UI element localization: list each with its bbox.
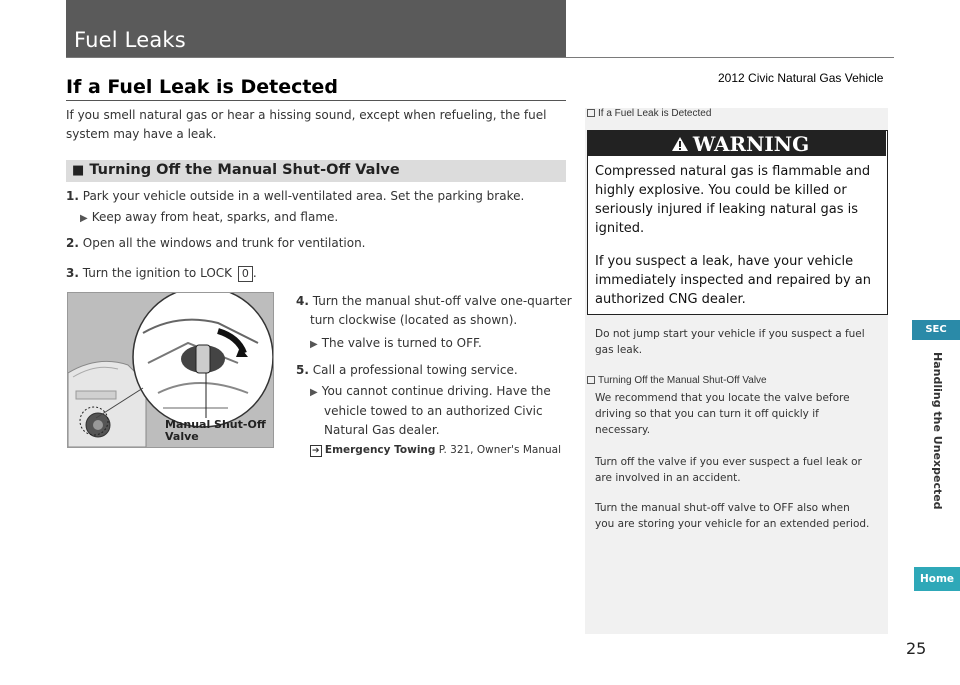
- header-rule: [66, 57, 894, 58]
- black-square-icon: ■: [72, 163, 85, 178]
- sidebar-heading: [587, 108, 711, 119]
- warning-title: [640, 132, 840, 156]
- step-subtext: Natural Gas dealer.: [324, 423, 440, 437]
- triangle-right-icon: ▶: [310, 387, 318, 398]
- emergency-towing-link[interactable]: [310, 444, 561, 456]
- section-name-vertical: [930, 352, 944, 510]
- step-text: Open all the windows and trunk for ventilation.: [82, 236, 366, 250]
- step-5-sub: [310, 382, 551, 440]
- warning-paragraph-1: [595, 162, 870, 238]
- section-rule: [66, 100, 566, 101]
- subheading-text: Turning Off the Manual Shut-Off Valve: [89, 162, 400, 178]
- warning-line: ignited.: [595, 221, 645, 236]
- step-text: Turn the ignition to LOCK: [82, 266, 233, 280]
- note-line: you are storing your vehicle for an extended period.: [595, 518, 870, 530]
- square-bullet-icon: [587, 109, 595, 117]
- warning-line: authorized CNG dealer.: [595, 292, 746, 307]
- sidebar-heading-text: Turning Off the Manual Shut-Off Valve: [598, 375, 767, 386]
- step-1: [66, 187, 524, 206]
- step-4-sub: [310, 334, 482, 354]
- step-subtext: The valve is turned to OFF.: [321, 336, 482, 350]
- warning-triangle-icon: [671, 136, 689, 152]
- step-number: 1.: [66, 189, 79, 203]
- vehicle-name: 2012 Civic Natural Gas Vehicle: [718, 71, 884, 85]
- triangle-right-icon: ▶: [310, 339, 318, 350]
- warning-line: Compressed natural gas is flammable and: [595, 164, 871, 179]
- warning-line: immediately inspected and repaired by an: [595, 273, 872, 288]
- step-5: [296, 361, 518, 380]
- note-line: Turn off the valve if you ever suspect a fuel leak or: [595, 456, 862, 468]
- sidebar-heading: [587, 375, 767, 386]
- figure-label: [165, 419, 266, 443]
- valve-location-figure: [67, 292, 274, 448]
- reference-title: Emergency Towing: [324, 444, 436, 456]
- home-button[interactable]: Home: [914, 567, 960, 591]
- sidebar-paragraph: [595, 500, 869, 532]
- warning-line: If you suspect a leak, have your vehicle: [595, 254, 854, 269]
- sidebar-note: [595, 326, 865, 358]
- step-text: Park your vehicle outside in a well-ventilated area. Set the parking brake.: [82, 189, 525, 203]
- section-title: If a Fuel Leak is Detected: [66, 76, 338, 98]
- note-line: gas leak.: [595, 344, 643, 356]
- sidebar-paragraph: [595, 390, 850, 438]
- reference-page: P. 321, Owner's Manual: [438, 444, 561, 456]
- step-subtext: vehicle towed to an authorized Civic: [324, 404, 543, 418]
- reference-arrow-icon: ➔: [312, 446, 320, 456]
- step-1-sub: [80, 208, 338, 228]
- warning-title-text: WARNING: [692, 132, 810, 156]
- section-tab[interactable]: SEC: [912, 320, 960, 340]
- step-number: 3.: [66, 266, 79, 280]
- figure-label-line: Manual Shut-Off: [165, 418, 266, 431]
- warning-line: highly explosive. You could be killed or: [595, 183, 847, 198]
- section-name-text: Handling the Unexpected: [931, 352, 944, 510]
- step-3: [66, 264, 257, 283]
- intro-text: If you smell natural gas or hear a hissing sound, except when refueling, the fuel system may have a leak.: [66, 108, 547, 141]
- square-bullet-icon: [587, 376, 595, 384]
- step-number: 2.: [66, 236, 79, 250]
- step-subtext: Keep away from heat, sparks, and flame.: [91, 210, 339, 224]
- page-number: 25: [906, 639, 927, 658]
- triangle-right-icon: ▶: [80, 213, 88, 224]
- subheading: [72, 162, 400, 178]
- lock-key-badge: 0: [238, 266, 253, 282]
- step-text: turn clockwise (located as shown).: [310, 313, 518, 327]
- note-line: are involved in an accident.: [595, 472, 741, 484]
- note-line: Do not jump start your vehicle if you suspect a fuel: [595, 328, 865, 340]
- note-line: Turn the manual shut-off valve to OFF also when: [595, 502, 850, 514]
- step-text: Turn the manual shut-off valve one-quarter: [312, 294, 572, 308]
- note-line: driving so that you can turn it off quickly if: [595, 408, 819, 420]
- step-number: 4.: [296, 294, 309, 308]
- step-subtext: You cannot continue driving. Have the: [321, 384, 551, 398]
- note-line: necessary.: [595, 424, 651, 436]
- sidebar-heading-text: If a Fuel Leak is Detected: [598, 108, 712, 119]
- warning-paragraph-2: [595, 252, 871, 309]
- step-text: Call a professional towing service.: [312, 363, 518, 377]
- note-line: We recommend that you locate the valve before: [595, 392, 850, 404]
- warning-line: seriously injured if leaking natural gas is: [595, 202, 859, 217]
- sidebar-paragraph: [595, 454, 862, 486]
- step-text-end: .: [252, 266, 257, 280]
- banner-title: Fuel Leaks: [74, 28, 186, 52]
- step-number: 5.: [296, 363, 309, 377]
- figure-label-line: Valve: [165, 430, 199, 443]
- step-2: [66, 234, 366, 253]
- step-4: [296, 292, 572, 330]
